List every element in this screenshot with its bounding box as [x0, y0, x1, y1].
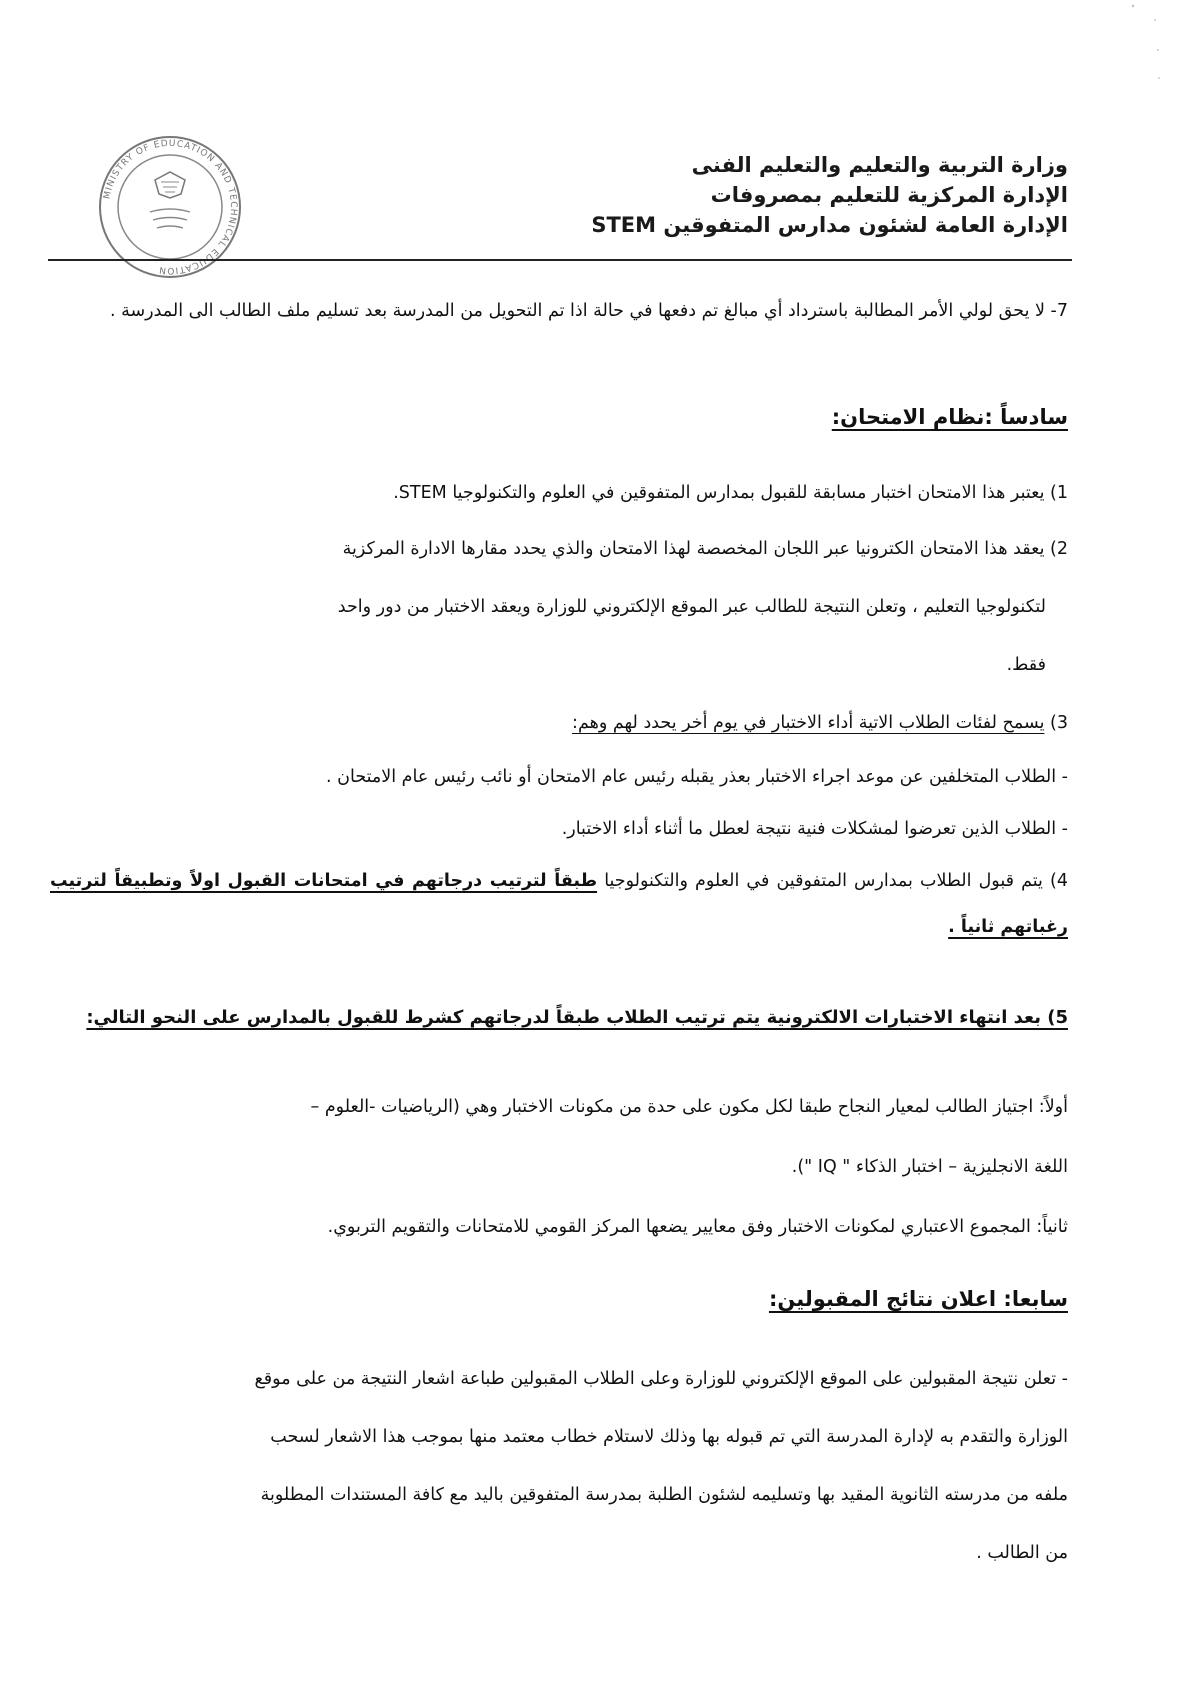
- item-3-number: 3): [1050, 713, 1068, 733]
- criterion-first-line-1: أولاً: اجتياز الطالب لمعيار النجاح طبقا لكل مكون على حدة من مكونات الاختبار وهي (الرياضيات -العلوم –: [310, 1097, 1068, 1117]
- header-ministry: وزارة التربية والتعليم والتعليم الفنى: [691, 153, 1068, 177]
- document-header: [591, 150, 1068, 240]
- section-7-title: سابعا: اعلان نتائج المقبولين:: [768, 1287, 1068, 1311]
- item-4-emphasis: طبقاً لترتيب درجاتهم في امتحانات القبول اولاً وتطبيقاً لترتيب رغباتهم ثانياً .: [50, 871, 1068, 937]
- section-7-heading: [50, 1272, 1068, 1329]
- criterion-first-line-2: اللغة الانجليزية – اختبار الذكاء " IQ ").: [791, 1157, 1068, 1177]
- section-6-item-2-line-2: لتكنولوجيا التعليم ، وتعلن النتيجة للطالب عبر الموقع الإلكتروني للوزارة ويعقد الاختبار من دور واحد: [337, 597, 1046, 617]
- bullet-late-students: - الطلاب المتخلفين عن موعد اجراء الاختبار بعذر يقبله رئيس عام الامتحان أو نائب رئيس عام الامتحان .: [326, 767, 1068, 787]
- section-7-line-2: الوزارة والتقدم به لإدارة المدرسة التي تم قبوله بها وذلك لاستلام خطاب معتمد منها بموجب هذا الاشعار لسحب: [270, 1427, 1068, 1447]
- section-7-line-3: ملفه من مدرسته الثانوية المقيد بها وتسليمه لشئون الطلبة بمدرسة المتفوقين باليد مع كافة المستندات المطلوبة: [260, 1485, 1068, 1505]
- header-divider: [48, 259, 1072, 261]
- item-5-text: 5) بعد انتهاء الاختبارات الالكترونية يتم ترتيب الطلاب طبقاً لدرجاتهم كشرط للقبول بالمدارس على النحو التالي:: [86, 1007, 1068, 1028]
- section-6-item-4: [50, 858, 1068, 950]
- svg-text:MINISTRY OF EDUCATION AND TECH: MINISTRY OF EDUCATION AND TECHNICAL EDUCATION: [102, 138, 239, 276]
- item-7: 7- لا يحق لولي الأمر المطالبة باسترداد أي مبالغ تم دفعها في حالة اذا تم التحويل من المدرسة بعد تسليم ملف الطالب الى المدرسة .: [109, 301, 1068, 321]
- item-4-text: 4) يتم قبول الطلاب بمدارس المتفوقين في العلوم والتكنولوجيا: [604, 871, 1068, 891]
- section-6-item-1: 1) يعتبر هذا الامتحان اختبار مسابقة للقبول بمدارس المتفوقين في العلوم والتكنولوجيا STEM.: [393, 483, 1068, 503]
- section-6-item-3: [50, 696, 1068, 751]
- section-7-line-1: - تعلن نتيجة المقبولين على الموقع الإلكتروني للوزارة وعلى الطلاب المقبولين طباعة اشعار النتيجة من على موقع: [254, 1369, 1068, 1389]
- section-7-line-4: من الطالب .: [976, 1543, 1068, 1563]
- criterion-second: ثانياً: المجموع الاعتباري لمكونات الاختبار وفق معايير يضعها المركز القومي للامتحانات والتقويم التربوي.: [327, 1217, 1068, 1237]
- section-6-heading: [50, 390, 1068, 447]
- item-3-text: يسمح لفئات الطلاب الاتية أداء الاختبار في يوم أخر يحدد لهم وهم:: [572, 713, 1045, 733]
- bullet-technical-problems: - الطلاب الذين تعرضوا لمشكلات فنية نتيجة لعطل ما أثناء أداء الاختبار.: [561, 819, 1068, 839]
- section-6-item-2-line-3: فقط.: [1006, 655, 1046, 675]
- section-6-item-2-line-1: 2) يعقد هذا الامتحان الكترونيا عبر اللجان المخصصة لهذا الامتحان والذي يحدد مقارها الادارة المركزية: [342, 539, 1068, 559]
- header-central-admin: الإدارة المركزية للتعليم بمصروفات: [710, 183, 1068, 207]
- section-6-item-5: [50, 990, 1068, 1046]
- header-general-admin: الإدارة العامة لشئون مدارس المتفوقين STEM: [591, 213, 1068, 237]
- scan-marks: [1125, 0, 1165, 90]
- section-6-title: سادساً :نظام الامتحان:: [831, 405, 1068, 429]
